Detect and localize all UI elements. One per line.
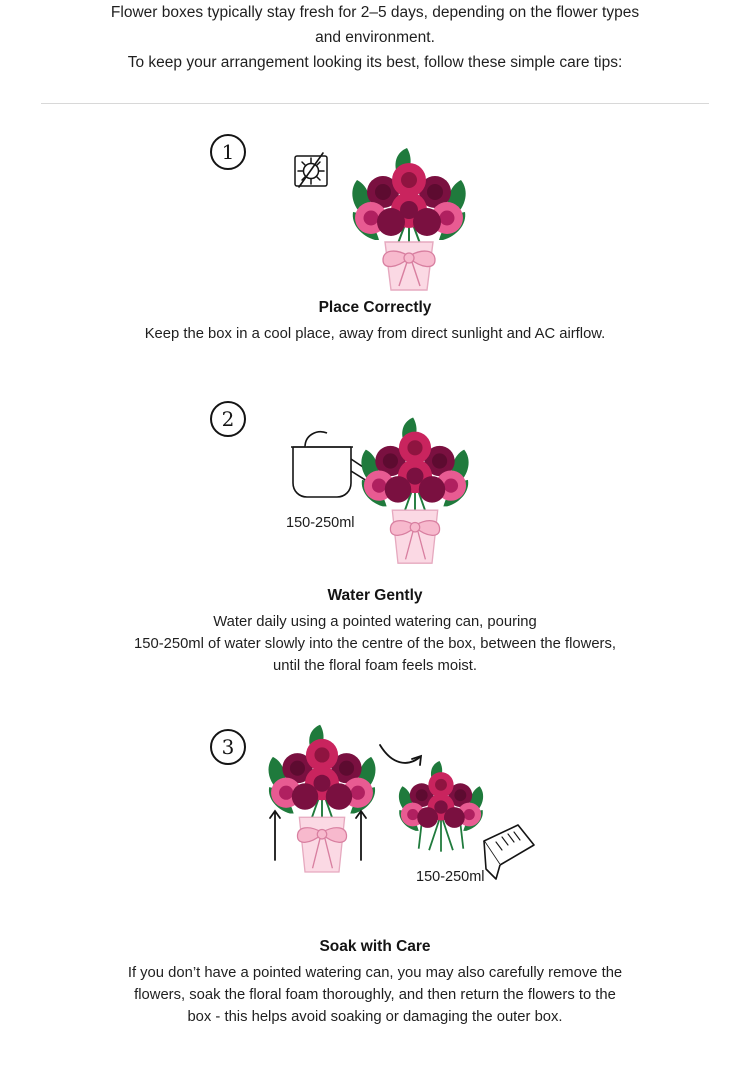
step-1-number-badge [210,134,246,170]
soaked-foam-icon [478,821,540,883]
step-2-number: 2 [221,407,235,431]
up-arrow-icon [354,806,368,861]
step-2-body-line-1: Water daily using a pointed watering can, pouring [213,614,537,630]
intro-line-2: and environment. [315,29,435,46]
rose-bouquet-box-icon [345,411,485,581]
step-2 [0,393,750,677]
intro-line-3: To keep your arrangement looking its best, follow these simple care tips: [127,54,623,71]
step-3-number-badge [210,729,246,765]
step-2-title: Water Gently [327,587,423,604]
step-3-artwork [0,721,750,936]
intro-text [0,0,750,75]
step-3-number: 3 [221,735,235,759]
step-2-volume-label: 150-250ml [286,515,355,531]
step-3-volume-label: 150-250ml [416,869,485,885]
rose-bouquet-box-icon [252,721,392,889]
rose-bouquet-box-icon [335,144,483,294]
step-2-body-line-3: until the floral foam feels moist. [273,658,477,674]
step-3-body-line-2: flowers, soak the floral foam thoroughly, and then return the flowers to the [134,987,616,1003]
step-2-body-line-2: 150-250ml of water slowly into the centre of the box, between the flowers, [134,636,616,652]
step-3-body-line-3: box - this helps avoid soaking or damaging the outer box. [187,1009,563,1025]
step-3-body-line-1: If you don’t have a pointed watering can, you may also carefully remove the [127,965,623,981]
up-arrow-icon [268,806,282,861]
step-1 [0,104,750,345]
step-3-title: Soak with Care [319,938,431,955]
step-1-number: 1 [221,140,235,164]
step-1-artwork [0,104,750,299]
step-2-artwork [0,393,750,583]
step-2-number-badge [210,401,246,437]
step-1-body [0,323,750,345]
no-sun-icon [285,142,337,200]
step-3-body [0,962,750,1028]
step-2-body [0,611,750,677]
step-1-title: Place Correctly [318,299,432,316]
step-1-body-line-1: Keep the box in a cool place, away from direct sunlight and AC airflow. [144,326,606,342]
intro-line-1: Flower boxes typically stay fresh for 2–5 days, depending on the flower types [110,4,640,21]
step-3 [0,721,750,1028]
